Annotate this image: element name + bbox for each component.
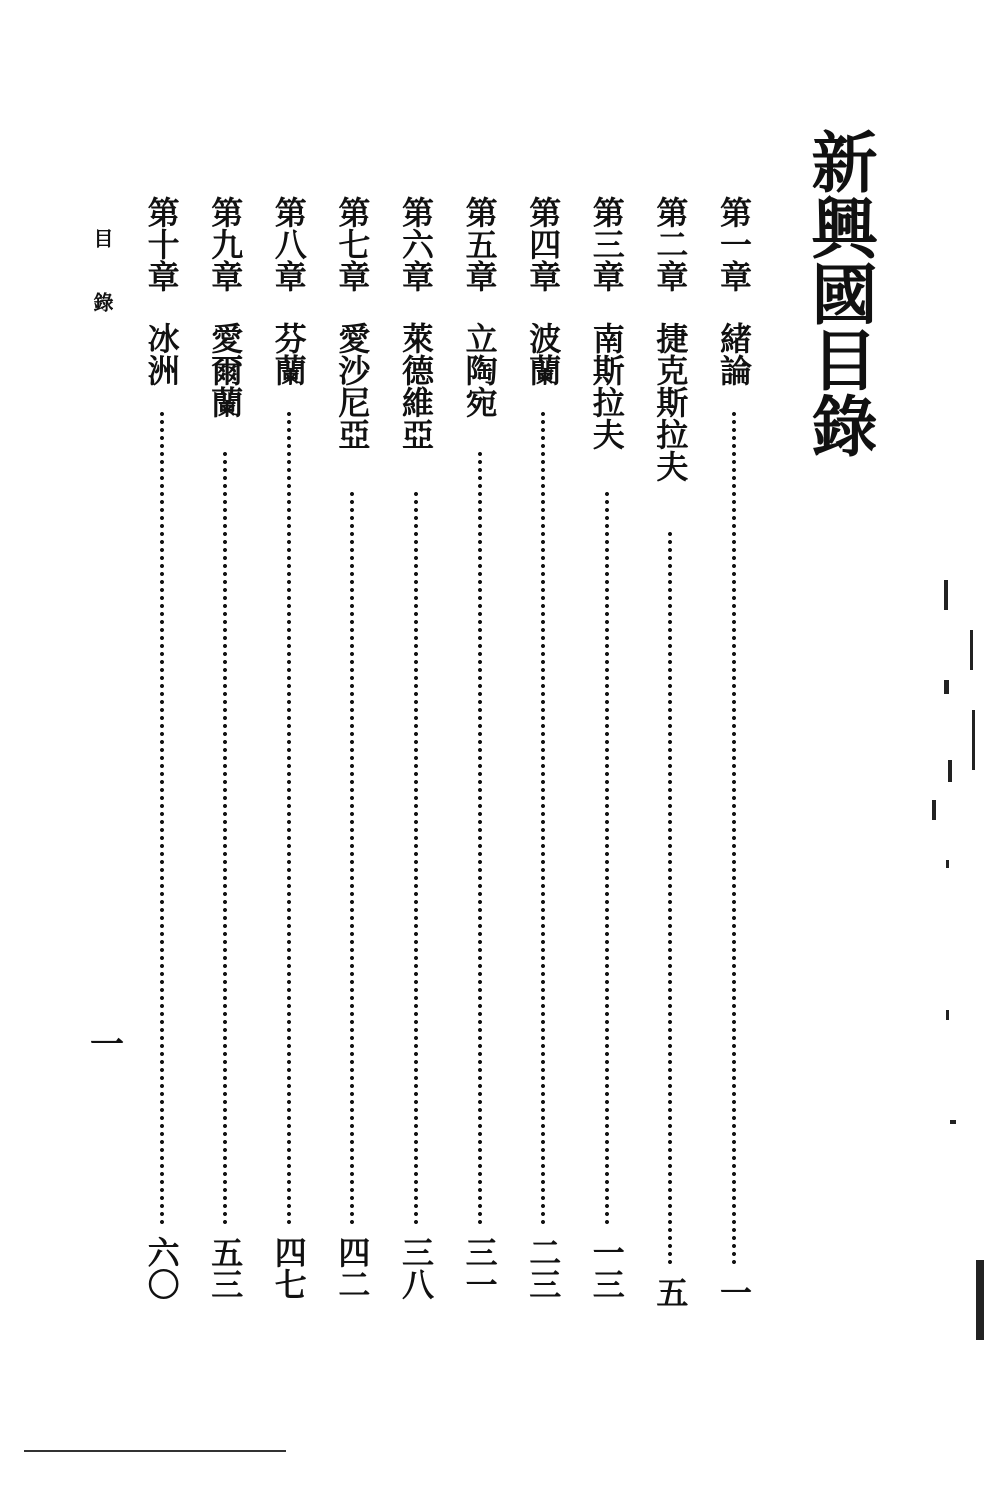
- page-number: 三八: [397, 1236, 435, 1300]
- toc-entry[interactable]: [396, 196, 436, 1336]
- chapter-title: 波蘭: [524, 322, 563, 386]
- leader-dots: [160, 410, 164, 1226]
- toc-entry[interactable]: [205, 196, 245, 1336]
- page-number: 三一: [460, 1236, 499, 1300]
- leader-dots: [350, 490, 354, 1226]
- book-title: 新興國目錄: [800, 128, 878, 458]
- running-head: 目錄: [90, 228, 114, 356]
- page-number: 一: [715, 1276, 753, 1308]
- leader-dots: [732, 410, 736, 1266]
- chapter-title: 愛沙尼亞: [333, 322, 372, 450]
- leader-dots: [605, 490, 609, 1226]
- leader-dots: [541, 410, 545, 1226]
- chapter-label: 第五章: [460, 196, 499, 292]
- toc-entry[interactable]: [523, 196, 563, 1336]
- chapter-label: 第二章: [651, 196, 690, 292]
- leader-dots: [223, 450, 227, 1226]
- chapter-label: 第八章: [269, 196, 308, 292]
- page-number: 四七: [269, 1236, 308, 1300]
- leader-dots: [287, 410, 291, 1226]
- chapter-label: 第九章: [206, 196, 245, 292]
- toc-entry[interactable]: [587, 196, 627, 1336]
- page-number: 四二: [333, 1236, 372, 1300]
- page-number: 二三: [524, 1236, 563, 1300]
- toc-entry[interactable]: [332, 196, 372, 1336]
- page-number: 六〇: [142, 1236, 181, 1300]
- footer-rule: [24, 1450, 286, 1452]
- page-number: 一三: [587, 1236, 626, 1300]
- chapter-title: 萊德維亞: [397, 322, 435, 450]
- leader-dots: [414, 490, 418, 1226]
- leader-dots: [478, 450, 482, 1226]
- page-number: 五: [651, 1276, 690, 1308]
- chapter-label: 第四章: [524, 196, 563, 292]
- chapter-label: 第七章: [333, 196, 372, 292]
- chapter-label: 第六章: [397, 196, 435, 292]
- chapter-title: 愛爾蘭: [206, 322, 245, 418]
- chapter-label: 第三章: [587, 196, 626, 292]
- toc-entry[interactable]: [650, 196, 690, 1336]
- chapter-title: 冰洲: [142, 322, 181, 386]
- toc-entry[interactable]: [269, 196, 309, 1336]
- chapter-label: 第一章: [715, 196, 753, 292]
- chapter-title: 芬蘭: [269, 322, 308, 386]
- chapter-title: 緒論: [715, 322, 753, 386]
- chapter-label: 第十章: [142, 196, 181, 292]
- page-number: 五三: [206, 1236, 245, 1300]
- page-folio: 一: [90, 1025, 124, 1065]
- toc-entry[interactable]: [460, 196, 500, 1336]
- chapter-title: 南斯拉夫: [587, 322, 626, 450]
- toc-entry[interactable]: [142, 196, 182, 1336]
- toc-entry[interactable]: [714, 196, 754, 1336]
- chapter-title: 立陶宛: [460, 322, 499, 418]
- chapter-title: 捷克斯拉夫: [651, 322, 690, 482]
- scan-edge-marks: [930, 560, 990, 1360]
- leader-dots: [668, 530, 672, 1266]
